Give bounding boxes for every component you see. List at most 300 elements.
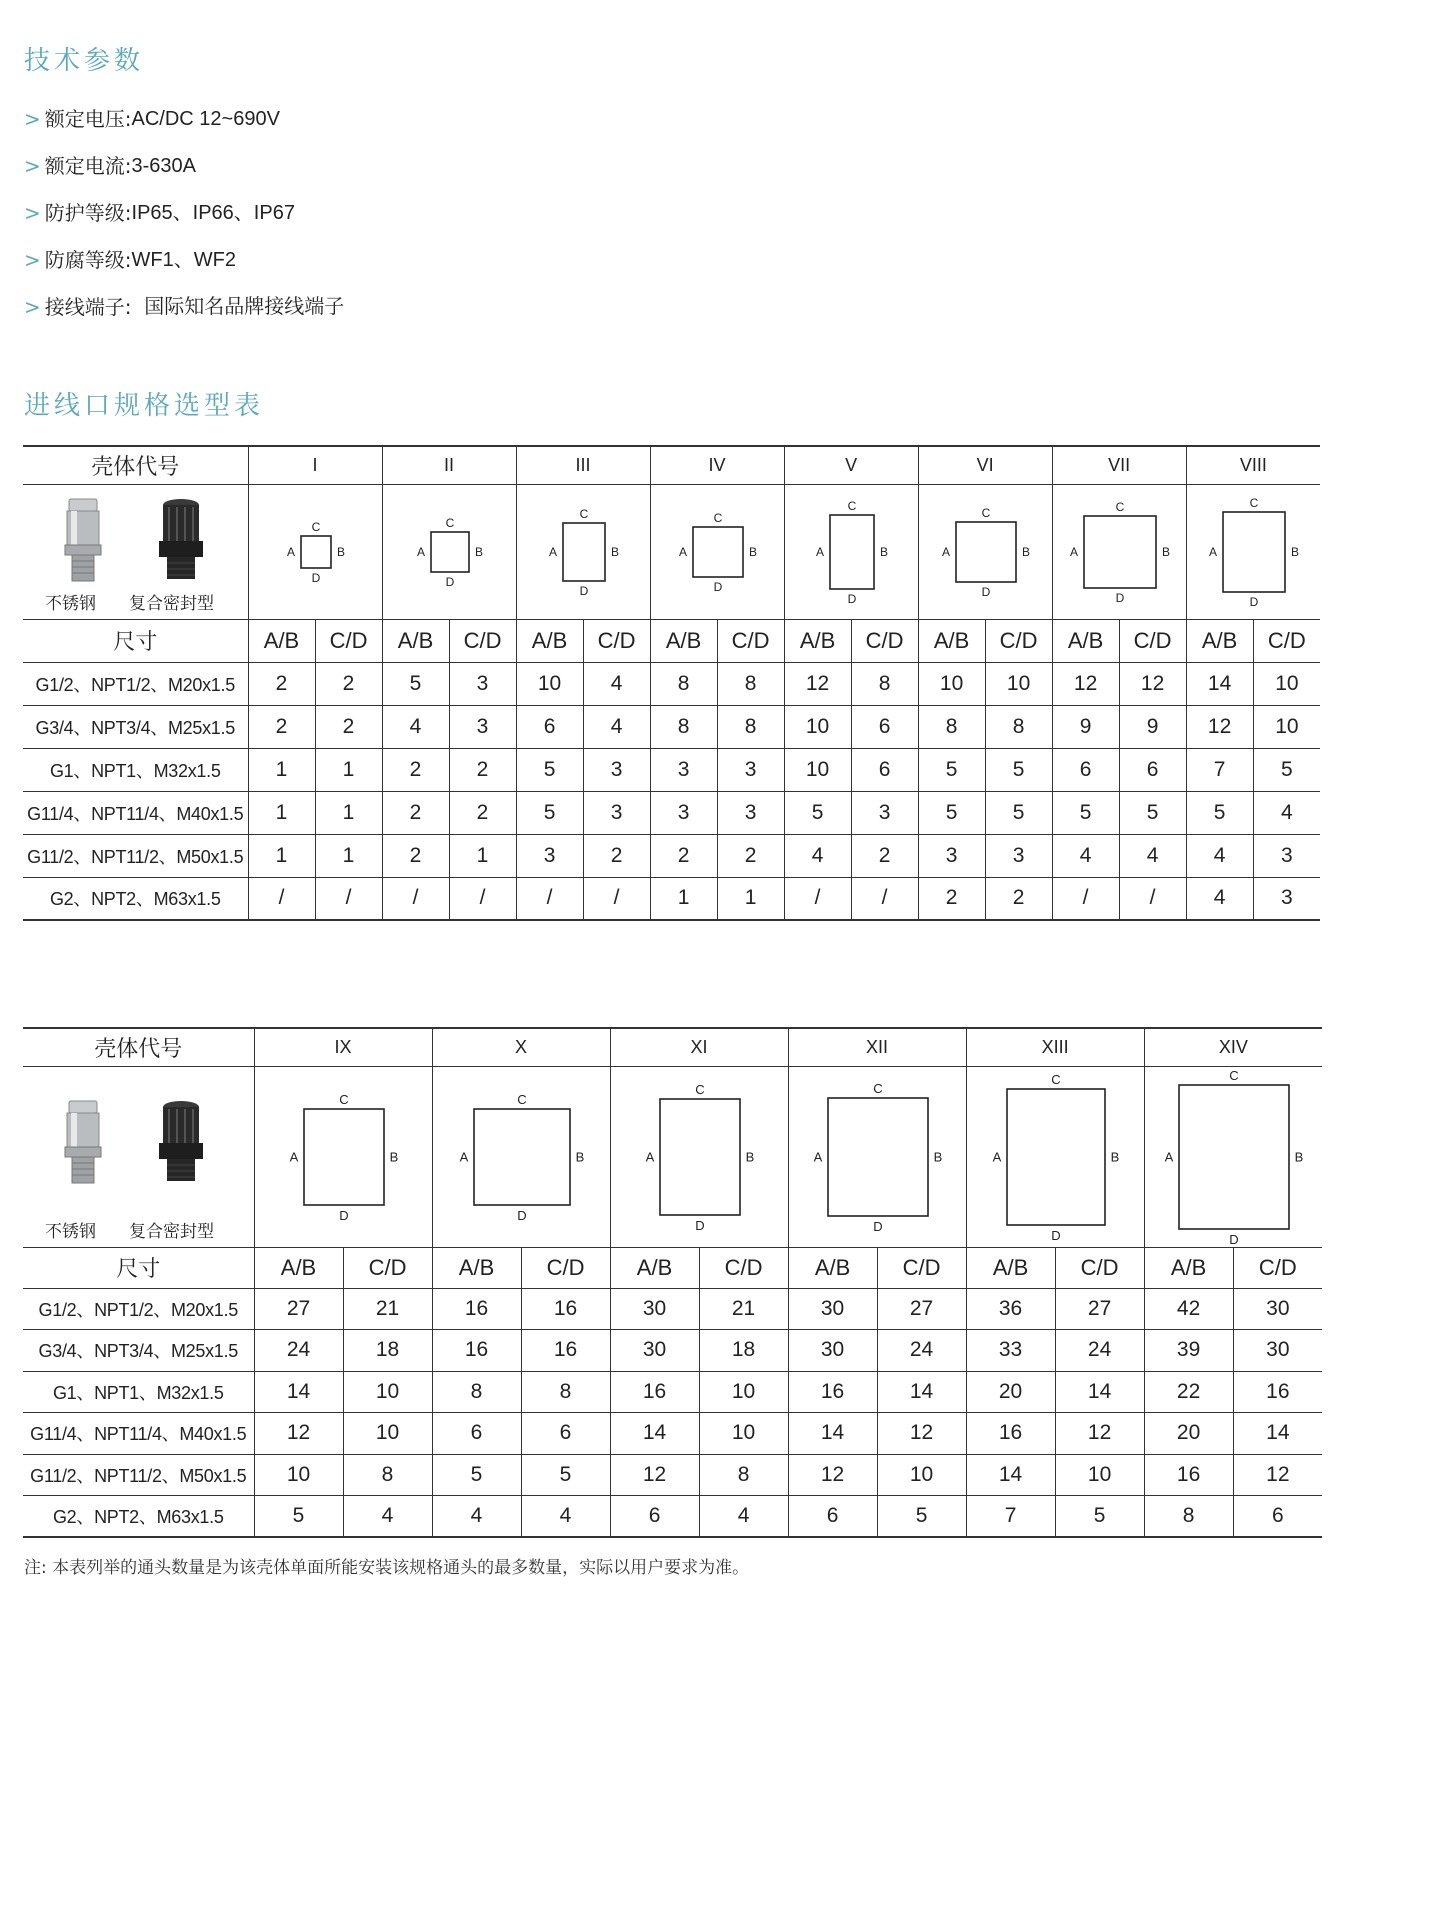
enclosure-outline	[301, 536, 331, 568]
count-cell: 3	[918, 834, 985, 877]
side-label-c: C	[872, 1080, 883, 1096]
enclosure-shape-diagram	[1145, 1069, 1323, 1245]
count-cell: 5	[382, 662, 449, 705]
enclosure-shape-diagram	[967, 1069, 1145, 1245]
count-cell: 5	[918, 748, 985, 791]
side-label-a: A	[289, 1149, 298, 1165]
side-label-d: D	[872, 1218, 883, 1234]
size-label: G1/2、NPT1/2、M20x1.5	[23, 1288, 254, 1330]
side-label-d: D	[694, 1217, 705, 1233]
shell-code: II	[382, 446, 516, 484]
side-label-a: A	[941, 544, 950, 559]
ab-header: A/B	[1186, 619, 1253, 662]
count-cell: 5	[1055, 1496, 1144, 1538]
count-cell: 14	[1055, 1371, 1144, 1413]
count-cell: 42	[1144, 1288, 1233, 1330]
count-cell: 2	[449, 791, 516, 834]
count-cell: 3	[717, 791, 784, 834]
count-cell: 5	[985, 791, 1052, 834]
table-row	[23, 791, 1320, 834]
fitting-images-cell	[23, 1066, 254, 1247]
shell-code-header: 壳体代号	[23, 446, 248, 484]
enclosure-shape-diagram	[383, 487, 517, 617]
side-label-b: B	[389, 1149, 398, 1165]
enclosure-shape-diagram	[1053, 487, 1187, 617]
count-cell: 5	[516, 791, 583, 834]
side-label-d: D	[1249, 594, 1258, 609]
side-label-a: A	[678, 544, 687, 559]
footnote: 注: 本表列举的通头数量是为该壳体单面所能安装该规格通头的最多数量，实际以用户要求为准。	[24, 1558, 750, 1578]
count-cell: 2	[315, 705, 382, 748]
count-cell: 6	[516, 705, 583, 748]
side-label-c: C	[516, 1091, 527, 1107]
count-cell: 4	[343, 1496, 432, 1538]
count-cell: 8	[343, 1454, 432, 1496]
count-cell: 24	[877, 1330, 966, 1372]
count-cell: 22	[1144, 1371, 1233, 1413]
enclosure-shape-cell	[254, 1066, 432, 1247]
cd-header: C/D	[985, 619, 1052, 662]
side-label-d: D	[445, 574, 454, 589]
cd-header: C/D	[449, 619, 516, 662]
enclosure-shape-cell	[788, 1066, 966, 1247]
table-row	[23, 705, 1320, 748]
cd-header: C/D	[1233, 1247, 1322, 1288]
count-cell: 3	[1253, 877, 1320, 920]
size-label: G11/4、NPT11/4、M40x1.5	[23, 1413, 254, 1455]
shell-code-row	[23, 1028, 1322, 1066]
selection-table-2	[23, 1027, 1322, 1538]
count-cell: 3	[717, 748, 784, 791]
table-row	[23, 1330, 1322, 1372]
fitting-sealed-label: 复合密封型	[129, 1221, 214, 1241]
count-cell: 33	[966, 1330, 1055, 1372]
shell-code: I	[248, 446, 382, 484]
count-cell: 8	[432, 1371, 521, 1413]
count-cell: 4	[1186, 834, 1253, 877]
enclosure-shape-diagram	[651, 487, 785, 617]
side-label-b: B	[1021, 544, 1030, 559]
spec-label: 防腐等级	[44, 247, 125, 272]
count-cell: 10	[985, 662, 1052, 705]
size-label: G2、NPT2、M63x1.5	[23, 877, 248, 920]
count-cell: 5	[521, 1454, 610, 1496]
side-label-c: C	[579, 506, 588, 521]
count-cell: 2	[650, 834, 717, 877]
shell-code: III	[516, 446, 650, 484]
count-cell: 21	[343, 1288, 432, 1330]
count-cell: 10	[1055, 1454, 1144, 1496]
enclosure-outline	[474, 1109, 570, 1205]
ab-header: A/B	[1144, 1247, 1233, 1288]
enclosure-shape-diagram	[789, 1069, 967, 1245]
count-cell: 16	[521, 1330, 610, 1372]
table-row	[23, 1496, 1322, 1538]
side-label-c: C	[1228, 1068, 1239, 1083]
count-cell: 14	[1186, 662, 1253, 705]
count-cell: 6	[432, 1413, 521, 1455]
count-cell: 2	[918, 877, 985, 920]
count-cell: 10	[699, 1413, 788, 1455]
enclosure-shape-cell	[248, 484, 382, 619]
count-cell: 6	[1052, 748, 1119, 791]
count-cell: /	[583, 877, 650, 920]
ab-header: A/B	[382, 619, 449, 662]
side-label-c: C	[694, 1081, 705, 1097]
count-cell: 30	[788, 1330, 877, 1372]
count-cell: 14	[254, 1371, 343, 1413]
side-label-a: A	[992, 1149, 1001, 1165]
count-cell: 3	[985, 834, 1052, 877]
dimension-header-row	[23, 1247, 1322, 1288]
count-cell: 4	[1186, 877, 1253, 920]
spec-item	[24, 236, 344, 283]
ab-header: A/B	[432, 1247, 521, 1288]
count-cell: 5	[516, 748, 583, 791]
count-cell: 5	[254, 1496, 343, 1538]
shape-row	[23, 1066, 1322, 1247]
side-label-b: B	[748, 544, 757, 559]
count-cell: /	[315, 877, 382, 920]
count-cell: 3	[851, 791, 918, 834]
count-cell: /	[516, 877, 583, 920]
count-cell: 8	[851, 662, 918, 705]
count-cell: 24	[1055, 1330, 1144, 1372]
enclosure-shape-diagram	[517, 487, 651, 617]
side-label-d: D	[311, 570, 320, 585]
cd-header: C/D	[1253, 619, 1320, 662]
size-label: G11/2、NPT11/2、M50x1.5	[23, 834, 248, 877]
count-cell: 30	[610, 1330, 699, 1372]
tech-params-title: 技术参数	[24, 46, 145, 76]
count-cell: 2	[315, 662, 382, 705]
spec-value: 3-630A	[131, 154, 197, 177]
side-label-a: A	[416, 544, 425, 559]
shell-code-row	[23, 446, 1320, 484]
side-label-a: A	[459, 1149, 468, 1165]
count-cell: 4	[583, 705, 650, 748]
enclosure-shape-cell	[382, 484, 516, 619]
count-cell: 18	[699, 1330, 788, 1372]
count-cell: 10	[1253, 662, 1320, 705]
enclosure-outline	[660, 1099, 740, 1215]
count-cell: /	[1052, 877, 1119, 920]
count-cell: 3	[449, 705, 516, 748]
enclosure-shape-diagram	[1187, 487, 1321, 617]
count-cell: 4	[1253, 791, 1320, 834]
enclosure-shape-diagram	[249, 487, 383, 617]
spec-separator: :	[124, 294, 145, 319]
side-label-d: D	[1050, 1227, 1061, 1243]
count-cell: 10	[1253, 705, 1320, 748]
enclosure-shape-cell	[918, 484, 1052, 619]
count-cell: 10	[877, 1454, 966, 1496]
size-label: G2、NPT2、M63x1.5	[23, 1496, 254, 1538]
count-cell: 12	[1055, 1413, 1144, 1455]
count-cell: 10	[918, 662, 985, 705]
count-cell: 4	[784, 834, 851, 877]
table-row	[23, 662, 1320, 705]
count-cell: 16	[432, 1288, 521, 1330]
enclosure-shape-cell	[432, 1066, 610, 1247]
count-cell: 1	[315, 748, 382, 791]
side-label-a: A	[645, 1149, 654, 1165]
spec-item	[24, 95, 344, 142]
dimension-header-row	[23, 619, 1320, 662]
side-label-c: C	[445, 515, 454, 530]
side-label-c: C	[1115, 499, 1124, 514]
table-row	[23, 748, 1320, 791]
count-cell: 27	[1055, 1288, 1144, 1330]
count-cell: 4	[432, 1496, 521, 1538]
count-cell: 3	[583, 791, 650, 834]
shell-code: IX	[254, 1028, 432, 1066]
side-label-c: C	[981, 505, 990, 520]
side-label-d: D	[1115, 590, 1124, 605]
count-cell: 8	[699, 1454, 788, 1496]
count-cell: 18	[343, 1330, 432, 1372]
count-cell: /	[248, 877, 315, 920]
enclosure-shape-diagram	[433, 1069, 611, 1245]
stainless-fitting-icon	[53, 1097, 113, 1187]
enclosure-outline	[304, 1109, 384, 1205]
shell-code: XI	[610, 1028, 788, 1066]
count-cell: 2	[382, 834, 449, 877]
shell-code: X	[432, 1028, 610, 1066]
side-label-a: A	[1069, 544, 1078, 559]
spec-item	[24, 283, 344, 330]
count-cell: 2	[382, 791, 449, 834]
count-cell: 10	[343, 1371, 432, 1413]
count-cell: /	[851, 877, 918, 920]
count-cell: 3	[583, 748, 650, 791]
enclosure-outline	[830, 515, 874, 589]
count-cell: 16	[432, 1330, 521, 1372]
ab-header: A/B	[784, 619, 851, 662]
shell-code-header: 壳体代号	[23, 1028, 254, 1066]
ab-header: A/B	[1052, 619, 1119, 662]
side-label-c: C	[1050, 1071, 1061, 1087]
count-cell: 5	[877, 1496, 966, 1538]
count-cell: 4	[1119, 834, 1186, 877]
side-label-b: B	[610, 544, 619, 559]
count-cell: 16	[1233, 1371, 1322, 1413]
count-cell: 20	[1144, 1413, 1233, 1455]
count-cell: 3	[650, 748, 717, 791]
count-cell: /	[382, 877, 449, 920]
table-row	[23, 1288, 1322, 1330]
size-label: G3/4、NPT3/4、M25x1.5	[23, 705, 248, 748]
ab-header: A/B	[918, 619, 985, 662]
count-cell: 30	[610, 1288, 699, 1330]
count-cell: 6	[851, 748, 918, 791]
count-cell: 8	[521, 1371, 610, 1413]
count-cell: 6	[1119, 748, 1186, 791]
spec-label: 防护等级	[44, 200, 125, 225]
count-cell: 8	[650, 705, 717, 748]
count-cell: 16	[521, 1288, 610, 1330]
count-cell: 9	[1052, 705, 1119, 748]
count-cell: 12	[1052, 662, 1119, 705]
side-label-b: B	[879, 544, 888, 559]
spec-value: IP65、IP66、IP67	[131, 201, 295, 224]
count-cell: 27	[254, 1288, 343, 1330]
side-label-d: D	[338, 1207, 349, 1223]
spec-value: 国际知名品牌接线端子	[144, 295, 345, 318]
count-cell: 8	[717, 662, 784, 705]
spec-item	[24, 189, 344, 236]
count-cell: 12	[788, 1454, 877, 1496]
count-cell: 2	[717, 834, 784, 877]
sealed-fitting-icon	[151, 495, 211, 585]
count-cell: 4	[521, 1496, 610, 1538]
spec-separator: :	[124, 247, 132, 272]
side-label-d: D	[981, 584, 990, 599]
count-cell: 5	[1253, 748, 1320, 791]
count-cell: 6	[610, 1496, 699, 1538]
sealed-fitting-icon	[151, 1097, 211, 1187]
count-cell: 2	[248, 662, 315, 705]
ab-header: A/B	[610, 1247, 699, 1288]
count-cell: 14	[1233, 1413, 1322, 1455]
count-cell: 14	[788, 1413, 877, 1455]
side-label-b: B	[1290, 544, 1299, 559]
count-cell: 10	[343, 1413, 432, 1455]
enclosure-shape-diagram	[785, 487, 919, 617]
count-cell: 3	[449, 662, 516, 705]
ab-header: A/B	[254, 1247, 343, 1288]
ab-header: A/B	[248, 619, 315, 662]
spec-item	[24, 142, 344, 189]
spec-label: 额定电流	[44, 153, 125, 178]
count-cell: 12	[877, 1413, 966, 1455]
side-label-a: A	[286, 544, 295, 559]
spec-separator: :	[124, 106, 132, 131]
shell-code: V	[784, 446, 918, 484]
count-cell: 12	[1186, 705, 1253, 748]
shape-row	[23, 484, 1320, 619]
enclosure-outline	[828, 1098, 928, 1216]
size-label: G11/2、NPT11/2、M50x1.5	[23, 1454, 254, 1496]
count-cell: 3	[1253, 834, 1320, 877]
spec-label: 额定电压	[44, 106, 125, 131]
cd-header: C/D	[583, 619, 650, 662]
enclosure-shape-cell	[650, 484, 784, 619]
side-label-a: A	[1208, 544, 1217, 559]
size-label: G3/4、NPT3/4、M25x1.5	[23, 1330, 254, 1372]
count-cell: 1	[248, 748, 315, 791]
side-label-c: C	[847, 498, 856, 513]
count-cell: 14	[877, 1371, 966, 1413]
spec-separator: :	[124, 200, 132, 225]
enclosure-outline	[431, 532, 469, 572]
fitting-stainless-label: 不锈钢	[45, 593, 96, 613]
count-cell: 8	[1144, 1496, 1233, 1538]
count-cell: 12	[1233, 1454, 1322, 1496]
count-cell: 30	[1233, 1330, 1322, 1372]
shell-code: VII	[1052, 446, 1186, 484]
count-cell: 6	[851, 705, 918, 748]
count-cell: 2	[583, 834, 650, 877]
count-cell: 1	[315, 834, 382, 877]
side-label-a: A	[548, 544, 557, 559]
cd-header: C/D	[699, 1247, 788, 1288]
side-label-b: B	[1294, 1149, 1303, 1165]
side-label-b: B	[336, 544, 345, 559]
count-cell: 5	[432, 1454, 521, 1496]
count-cell: 8	[985, 705, 1052, 748]
count-cell: 12	[784, 662, 851, 705]
count-cell: 1	[315, 791, 382, 834]
side-label-d: D	[847, 591, 856, 606]
enclosure-shape-cell	[966, 1066, 1144, 1247]
enclosure-shape-cell	[1186, 484, 1320, 619]
count-cell: 5	[1052, 791, 1119, 834]
count-cell: 1	[650, 877, 717, 920]
count-cell: 1	[717, 877, 784, 920]
fitting-sealed-label: 复合密封型	[129, 593, 214, 613]
spec-value: WF1、WF2	[131, 248, 236, 271]
count-cell: 21	[699, 1288, 788, 1330]
count-cell: 39	[1144, 1330, 1233, 1372]
size-label: G11/4、NPT11/4、M40x1.5	[23, 791, 248, 834]
spec-value: AC/DC 12~690V	[131, 107, 280, 130]
count-cell: 10	[784, 748, 851, 791]
ab-header: A/B	[788, 1247, 877, 1288]
selection-table-1	[23, 445, 1320, 921]
count-cell: 20	[966, 1371, 1055, 1413]
count-cell: 8	[650, 662, 717, 705]
side-label-c: C	[713, 510, 722, 525]
count-cell: 10	[254, 1454, 343, 1496]
side-label-d: D	[516, 1207, 527, 1223]
table-row	[23, 1371, 1322, 1413]
shell-code: VI	[918, 446, 1052, 484]
count-cell: 2	[449, 748, 516, 791]
count-cell: 16	[610, 1371, 699, 1413]
enclosure-outline	[693, 527, 743, 577]
chevron-right-icon: >	[24, 200, 41, 225]
stainless-fitting-icon	[53, 495, 113, 585]
count-cell: /	[1119, 877, 1186, 920]
chevron-right-icon: >	[24, 106, 41, 131]
size-label: G1、NPT1、M32x1.5	[23, 748, 248, 791]
side-label-b: B	[933, 1149, 942, 1165]
count-cell: 10	[699, 1371, 788, 1413]
count-cell: 4	[1052, 834, 1119, 877]
side-label-c: C	[311, 519, 320, 534]
enclosure-shape-diagram	[919, 487, 1053, 617]
cd-header: C/D	[315, 619, 382, 662]
count-cell: 5	[985, 748, 1052, 791]
shell-code: VIII	[1186, 446, 1320, 484]
cd-header: C/D	[877, 1247, 966, 1288]
count-cell: 5	[1119, 791, 1186, 834]
shell-code: XIII	[966, 1028, 1144, 1066]
count-cell: 30	[1233, 1288, 1322, 1330]
side-label-a: A	[815, 544, 824, 559]
count-cell: 12	[610, 1454, 699, 1496]
chevron-right-icon: >	[24, 247, 41, 272]
count-cell: 9	[1119, 705, 1186, 748]
enclosure-outline	[1179, 1085, 1289, 1229]
count-cell: 3	[516, 834, 583, 877]
size-label: G1/2、NPT1/2、M20x1.5	[23, 662, 248, 705]
count-cell: 3	[650, 791, 717, 834]
table-row	[23, 834, 1320, 877]
cd-header: C/D	[1119, 619, 1186, 662]
side-label-b: B	[575, 1149, 584, 1165]
